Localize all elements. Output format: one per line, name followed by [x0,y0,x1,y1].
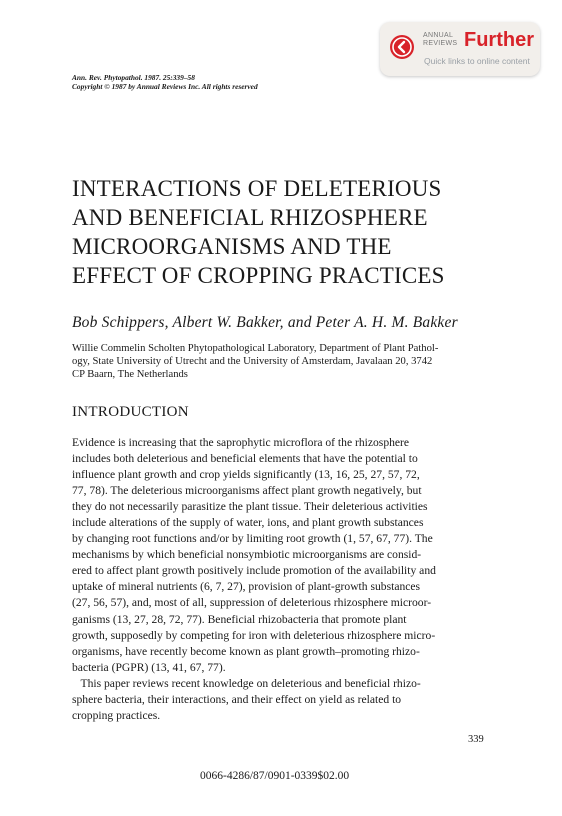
copyright-line: Copyright © 1987 by Annual Reviews Inc. All rights reserved [72,82,258,91]
body-line: include alterations of the supply of water, ions, and plant growth substances [72,516,424,530]
body-line: sphere bacteria, their interactions, and their effect on yield as related to [72,692,402,706]
journal-reference [72,73,258,91]
body-line: bacteria (PGPR) (13, 41, 67, 77). [72,660,226,674]
body-line: includes both deleterious and beneficial elements that have the potential to [72,452,418,466]
body-line: This paper reviews recent knowledge on deleterious and beneficial rhizo- [72,676,421,690]
annual-reviews-logo-icon [389,34,415,60]
affiliation-line: CP Baarn, The Netherlands [72,369,188,380]
further-label[interactable]: Further [464,29,534,51]
reviews-label: REVIEWS [423,40,458,47]
annual-label: ANNUAL [423,32,454,39]
section-heading-introduction: INTRODUCTION [72,404,189,420]
introduction-body [72,435,492,724]
body-line: mechanisms by which beneficial nonsymbiotic microorganisms are consid- [72,548,422,562]
authors-line: Bob Schippers, Albert W. Bakker, and Peter A. H. M. Bakker [72,314,458,331]
body-line: Evidence is increasing that the saprophytic microflora of the rhizosphere [72,436,410,449]
body-line: ganisms (13, 27, 28, 72, 77). Beneficial rhizobacteria that promote plant [72,612,407,626]
body-line: uptake of mineral nutrients (6, 7, 27), provision of plant-growth substances [72,580,421,594]
annual-reviews-wordmark [423,32,463,48]
further-widget[interactable] [380,22,540,76]
body-line: influence plant growth and crop yields significantly (13, 16, 25, 27, 57, 72, [72,468,420,482]
title-line: EFFECT OF CROPPING PRACTICES [72,263,445,288]
title-line: MICROORGANISMS AND THE [72,234,392,259]
title-line: INTERACTIONS OF DELETERIOUS [72,176,442,201]
page-number: 339 [468,734,484,745]
body-line: ered to affect plant growth positively include promotion of the availability and [72,564,436,578]
body-line: organisms, have recently become known as plant growth–promoting rhizo- [72,644,420,658]
body-line: cropping practices. [72,708,161,722]
journal-citation: Ann. Rev. Phytopathol. 1987. 25:339–58 [72,73,195,82]
body-line: 77, 78). The deleterious microorganisms affect plant growth negatively, but [72,484,422,498]
affiliation [72,342,492,381]
quick-links-label[interactable]: Quick links to online content [424,56,530,66]
body-line: they do not necessarily parasitize the plant tissue. Their deleterious activities [72,500,428,514]
title-line: AND BENEFICIAL RHIZOSPHERE [72,205,428,230]
body-line: by changing root functions and/or by limiting root growth (1, 57, 67, 77). The [72,532,433,546]
affiliation-line: Willie Commelin Scholten Phytopathological Laboratory, Department of Plant Pathol- [72,343,439,354]
body-line: (27, 56, 57), and, most of all, suppression of deleterious rhizosphere microor- [72,596,432,610]
body-line: growth, supposedly by competing for iron with deleterious rhizosphere micro- [72,628,436,642]
article-title [72,174,492,290]
affiliation-line: ogy, State University of Utrecht and the University of Amsterdam, Javalaan 20, 3742 [72,356,433,367]
article-code: 0066-4286/87/0901-0339$02.00 [200,770,350,782]
